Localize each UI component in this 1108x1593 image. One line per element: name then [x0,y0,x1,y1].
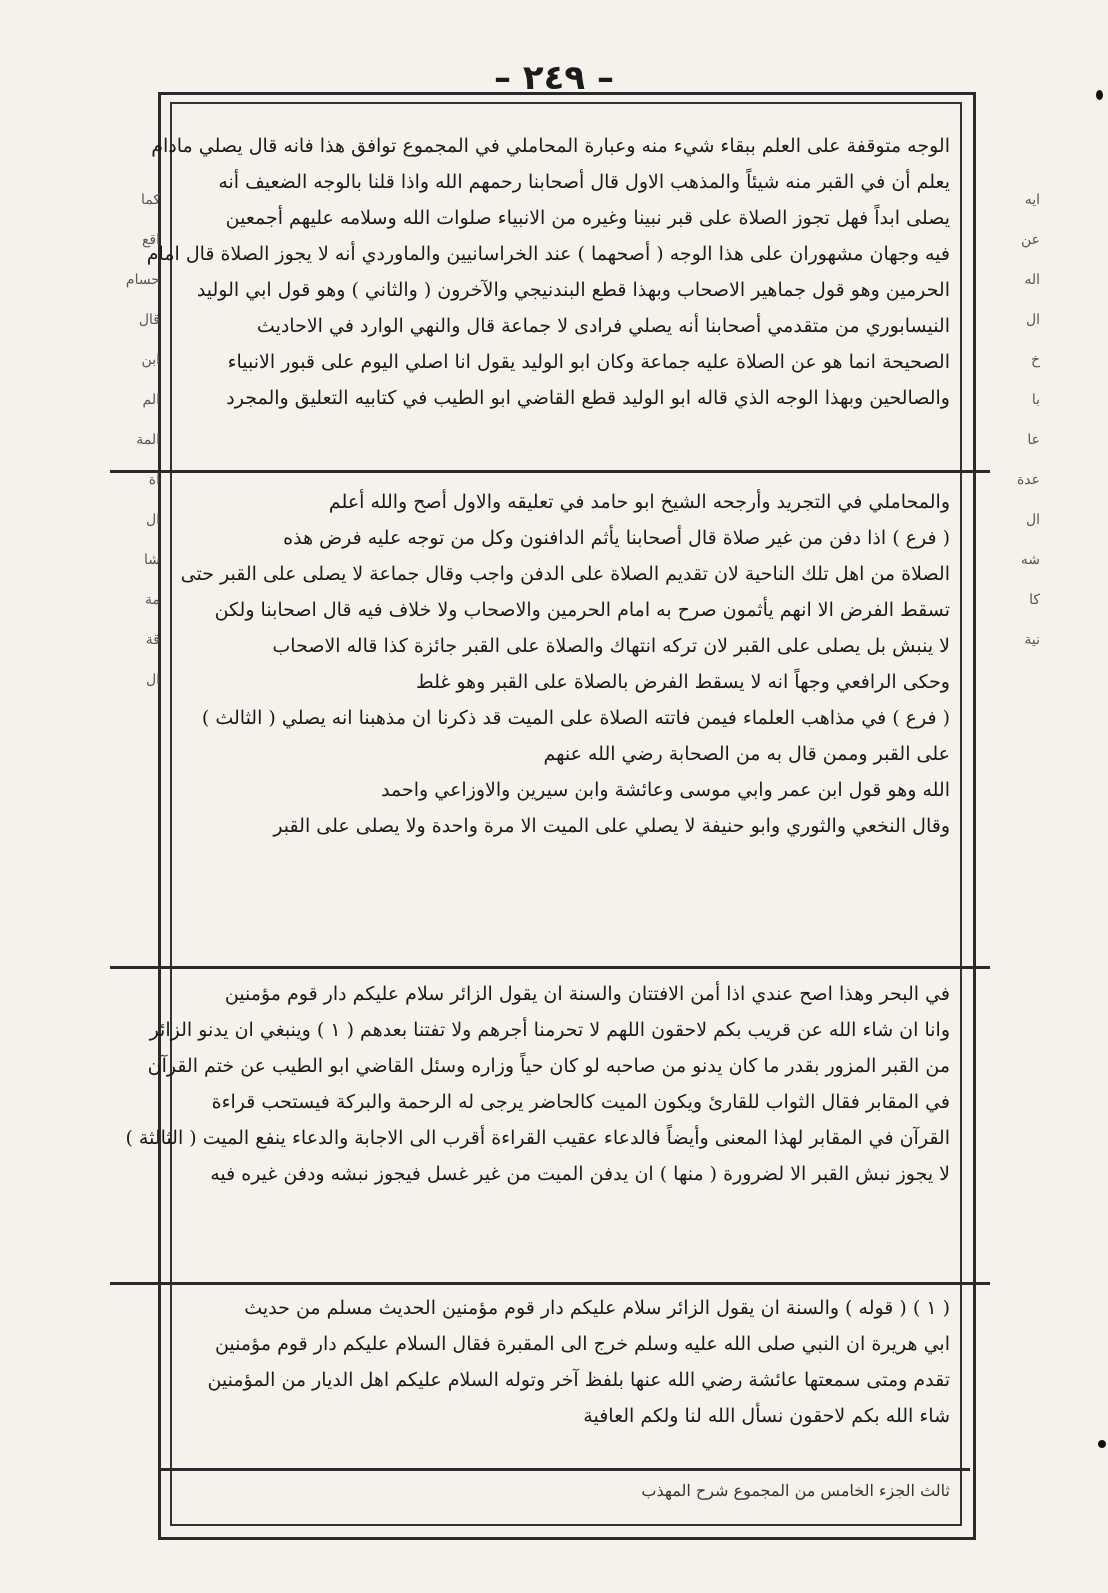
margin-fragment: اقع [141,232,160,248]
section-two-text [178,484,950,844]
page-footer-line: ثالث الجزء الخامس من المجموع شرح المهذب [641,1481,950,1500]
text-line: من القبر المزور بقدر ما كان يدنو من صاحبه لو كان حياً وزاره وسئل القاضي ابو الطيب عن ختم القرآن [147,1055,950,1077]
text-line: ( فرع ) اذا دفن من غير صلاة قال أصحابنا يأثم الدافنون وكل من توجه عليه فرض هذه [283,527,950,549]
margin-fragment: نية [1024,632,1040,648]
margin-fragment: المة [136,432,160,448]
scan-speck [1098,1440,1106,1448]
margin-fragment: كما [140,192,160,208]
text-line: الحرمين وهو قول جماهير الاصحاب وبهذا قطع البندنيجي والآخرون ( والثاني ) وهو قول ابي الوليد [196,279,950,301]
text-line: يصلى ابداً فهل تجوز الصلاة على قبر نبينا وغيره من الانبياء صلوات الله وسلامه عليهم أجمعين [225,207,950,229]
text-line: القرآن في المقابر لهذا المعنى وأيضاً فالدعاء عقيب القراءة أقرب الى الاجابة والدعاء ينفع الميت ( الثالثة ) [125,1127,950,1149]
footnote-line: شاء الله بكم لاحقون نسأل الله لنا ولكم العافية [583,1405,950,1427]
text-line: يعلم أن في القبر منه شيئاً والمذهب الاول قال أصحابنا رحمهم الله واذا قلنا بالوجه الضعيف أنه [218,171,950,193]
text-line: والصالحين وبهذا الوجه الذي قاله ابو الوليد قطع القاضي ابو الطيب في كتابيه التعليق والمجرد [226,387,950,409]
text-line: والمحاملي في التجريد وأرجحه الشيخ ابو حامد في تعليقه والاول أصح والله أعلم [328,491,950,513]
margin-fragment: قة [145,632,160,648]
margin-fragment: عن [1020,232,1040,248]
text-line: لا ينبش بل يصلى على القبر لان تركه انتهاك والصلاة على القبر جائزة كذا قاله الاصحاب [272,635,950,657]
scan-speck [1096,90,1103,100]
margin-fragment: قال [138,312,160,328]
text-line: على القبر وممن قال به من الصحابة رضي الله عنهم [543,743,950,765]
margin-fragment: كا [1029,592,1040,608]
text-line: فيه وجهان مشهوران على هذا الوجه ( أصحهما ) عند الخراسانيين والماوردي أنه لا يجوز الصلاة قال امام [146,243,950,265]
text-line: ( فرع ) في مذاهب العلماء فيمن فاتته الصلاة على الميت قد ذكرنا ان مذهبنا انه يصلي ( الثالث ) [201,707,950,729]
margin-fragment: با [1031,392,1040,408]
right-margin-notes [990,180,1040,1500]
section-divider [110,470,990,473]
margin-fragment: عدة [1016,472,1040,488]
margin-fragment: خ [1030,352,1040,368]
footer-divider [158,1468,970,1471]
footnote-line: تقدم ومتى سمعتها عائشة رضي الله عنها بلفظ آخر وتوله السلام عليكم اهل الديار من المؤمنين [207,1369,950,1391]
section-three-text [125,976,950,1192]
text-line: الصحيحة انما هو عن الصلاة عليه جماعة وكان ابو الوليد يقول انا اصلي اليوم على قبور الانبياء [227,351,950,373]
margin-fragment: ال [145,672,160,688]
text-line: وحكى الرافعي وجهاً انه لا يسقط الفرض بالصلاة على القبر وهو غلط [416,671,950,693]
margin-fragment: ال [1025,312,1040,328]
section-divider [110,966,990,969]
text-line: لا يجوز نبش القبر الا لضرورة ( منها ) ان يدفن الميت من غير غسل فيجوز نبشه ودفن غيره فيه [210,1163,950,1185]
margin-fragment: ال [145,512,160,528]
footnote-divider [110,1282,990,1285]
left-margin-notes [110,180,160,1500]
margin-fragment: الم [142,392,160,408]
text-line: في البحر وهذا اصح عندي اذا أمن الافتتان والسنة ان يقول الزائر سلام عليكم دار قوم مؤمنين [224,983,950,1005]
text-line: النيسابوري من متقدمي أصحابنا أنه يصلي فرادى لا جماعة قال والنهي الوارد في الاحاديث [256,315,950,337]
text-line: وانا ان شاء الله عن قريب بكم لاحقون اللهم لا تحرمنا أجرهم ولا تفتنا بعدهم ( ١ ) وينبغي ان يدنو الزائر [149,1019,950,1041]
margin-fragment: شا [144,552,160,568]
margin-fragment: حسام [125,272,160,288]
page-number: – ٢٤٩ – [494,58,614,98]
margin-fragment: اة [148,472,160,488]
margin-fragment: شه [1020,552,1040,568]
margin-fragment: عا [1027,432,1040,448]
text-line: الله وهو قول ابن عمر وابي موسى وعائشة وابن سيرين والاوزاعي واحمد [381,779,950,801]
margin-fragment: مة [144,592,160,608]
margin-fragment: اله [1024,272,1040,288]
text-line: في المقابر فقال الثواب للقارئ ويكون الميت كالحاضر يرجى له الرحمة والبركة فيستحب قراءة [211,1091,950,1113]
margin-fragment: ال [1025,512,1040,528]
margin-fragment: ايه [1024,192,1040,208]
text-line: الوجه متوقفة على العلم ببقاء شيء منه وعبارة المحاملي في المجموع توافق هذا فانه قال يصلي مادام [151,135,950,157]
footnote-line: ( ١ ) ( قوله ) والسنة ان يقول الزائر سلام عليكم دار قوم مؤمنين الحديث مسلم من حديث [244,1297,950,1319]
footnote-line: ابي هريرة ان النبي صلى الله عليه وسلم خرج الى المقبرة فقال السلام عليكم دار قوم مؤمنين [214,1333,950,1355]
margin-fragment: ابن [141,352,160,368]
text-line: تسقط الفرض الا انهم يأثمون صرح به امام الحرمين والاصحاب ولا خلاف فيه قال اصحابنا ولكن [214,599,950,621]
footnote-text [178,1290,950,1434]
text-line: وقال النخعي والثوري وابو حنيفة لا يصلي على الميت الا مرة واحدة ولا يصلى على القبر [273,815,950,837]
text-line: الصلاة من اهل تلك الناحية لان تقديم الصلاة على الدفن واجب وقال جماعة لا يصلى على القبر حتى [180,563,950,585]
